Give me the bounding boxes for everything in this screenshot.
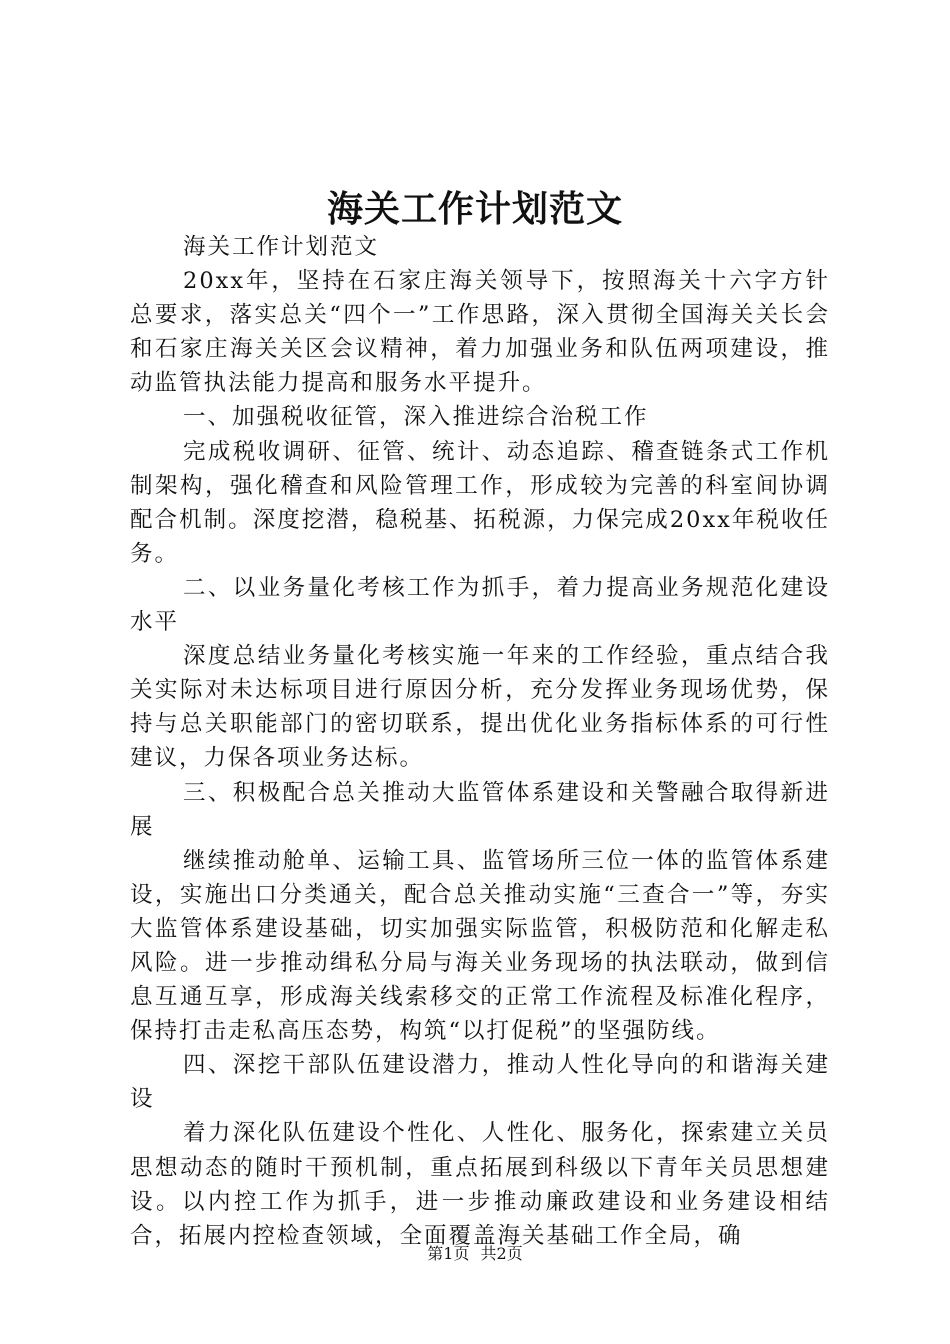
document-title: 海关工作计划范文: [326, 188, 623, 230]
section-heading-4: 四、深挖干部队伍建设潜力，推动人性化导向的和谐海关建设: [130, 1052, 830, 1113]
document-body: [130, 230, 830, 1253]
paragraph-subtitle: 海关工作计划范文: [183, 234, 380, 260]
section-heading-1: 一、加强税收征管，深入推进综合治税工作: [183, 404, 649, 431]
paragraph-section-4: 着力深化队伍建设个性化、人性化、服务化，探索建立关员思想动态的随时干预机制，重点拓展到科级以下青年关员思想建设。以内控工作为抓手，进一步推动廉政建设和业务建设相结合，拓展内控检查领域，全面覆盖海关基础工作全局，确: [130, 1120, 830, 1249]
paragraph-intro: 20xx年，坚持在石家庄海关领导下，按照海关十六字方针总要求，落实总关“四个一”工作思路，深入贯彻全国海关关长会和石家庄海关关区会议精神，着力加强业务和队伍两项建设，推动监管执法能力提高和服务水平提升。: [130, 268, 830, 397]
paragraph-section-1: 完成税收调研、征管、统计、动态追踪、稽查链条式工作机制架构，强化稽查和风险管理工作，形成较为完善的科室间协调配合机制。深度挖潜，稳税基、拓税源，力保完成20xx年税收任务。: [130, 438, 830, 567]
section-heading-2: 二、以业务量化考核工作为抓手，着力提高业务规范化建设水平: [130, 574, 830, 636]
page-number-footer: 第1页 共2页: [427, 1244, 523, 1263]
section-heading-3: 三、积极配合总关推动大监管体系建设和关警融合取得新进展: [130, 779, 830, 840]
paragraph-section-2: 深度总结业务量化考核实施一年来的工作经验，重点结合我关实际对未达标项目进行原因分析，充分发挥业务现场优势，保持与总关职能部门的密切联系，提出优化业务指标体系的可行性建议，力保各项业务达标。: [130, 643, 830, 772]
paragraph-section-3: 继续推动舱单、运输工具、监管场所三位一体的监管体系建设，实施出口分类通关，配合总关推动实施“三查合一”等，夯实大监管体系建设基础，切实加强实际监管，积极防范和化解走私风险。进一步推动缉私分局与海关业务现场的执法联动，做到信息互通互享，形成海关线索移交的正常工作流程及标准化程序，保持打击走私高压态势，构筑“以打促税”的坚强防线。: [130, 847, 830, 1045]
